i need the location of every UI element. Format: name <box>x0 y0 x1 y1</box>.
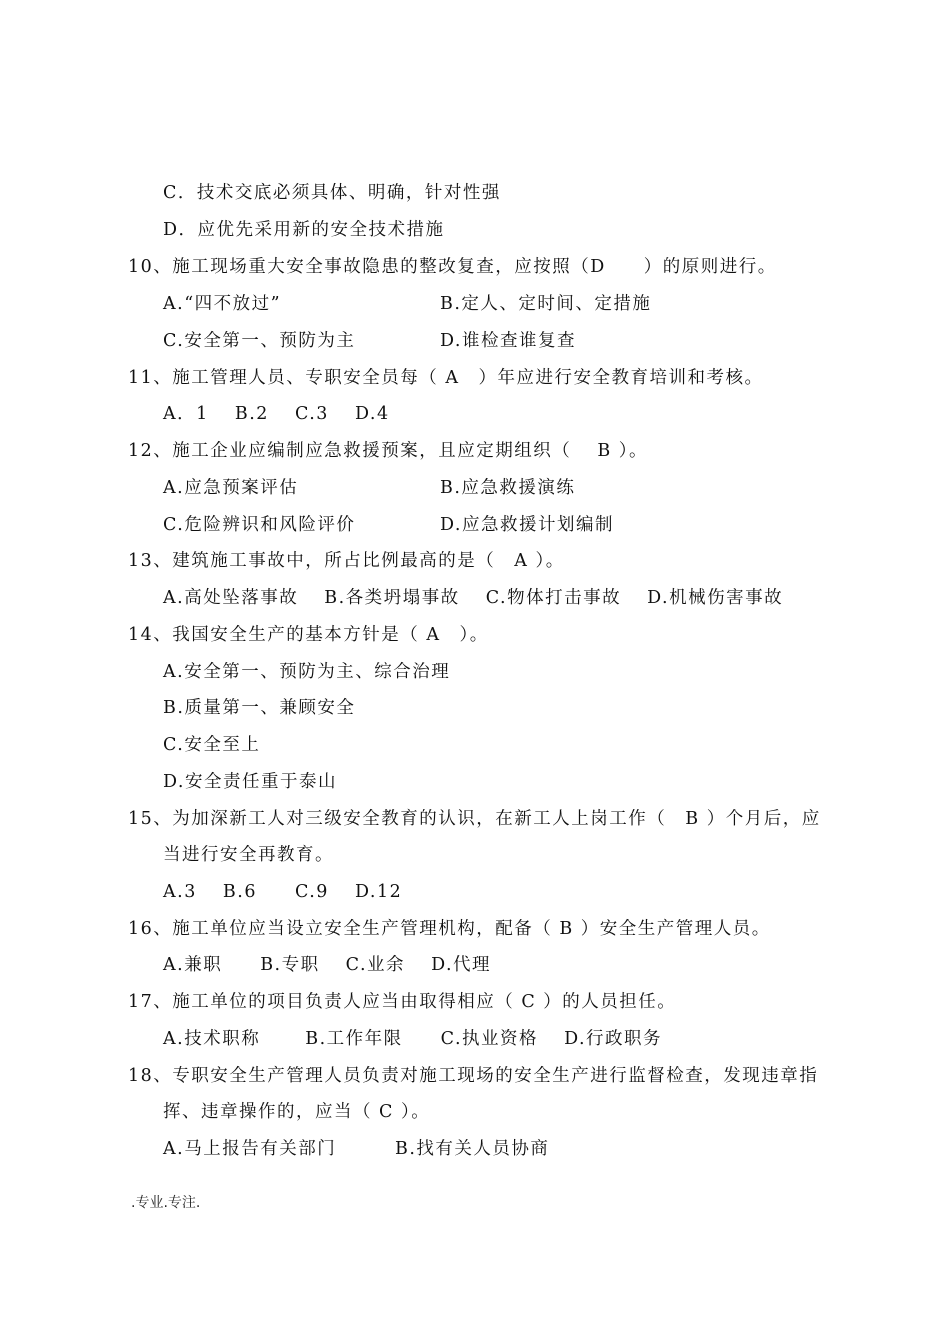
q10-option-a: A.“四不放过” <box>163 294 282 314</box>
q12-option-c: C.危险辨识和风险评价 <box>163 515 356 535</box>
option-d-prev: D．应优先采用新的安全技术措施 <box>163 220 445 240</box>
question-18: 18、专职安全生产管理人员负责对施工现场的安全生产进行监督检查，发现违章指 <box>128 1066 819 1086</box>
question-14: 14、我国安全生产的基本方针是（ A ）。 <box>128 625 489 645</box>
question-10: 10、施工现场重大安全事故隐患的整改复查，应按照（D ）的原则进行。 <box>128 257 777 277</box>
q14-option-a: A.安全第一、预防为主、综合治理 <box>163 662 451 682</box>
q12-option-b: B.应急救援演练 <box>440 478 576 498</box>
q14-option-d: D.安全责任重于泰山 <box>163 772 337 792</box>
question-12: 12、施工企业应编制应急救援预案，且应定期组织（ B ）。 <box>128 441 649 461</box>
q15-options: A.3 B.6 C.9 D.12 <box>163 882 403 902</box>
q16-options: A.兼职 B.专职 C.业余 D.代理 <box>163 955 492 975</box>
q18-option-b: B.找有关人员协商 <box>395 1139 550 1159</box>
q13-options: A.高处坠落事故 B.各类坍塌事故 C.物体打击事故 D.机械伤害事故 <box>163 588 784 608</box>
q10-option-c: C.安全第一、预防为主 <box>163 331 356 351</box>
question-15: 15、为加深新工人对三级安全教育的认识，在新工人上岗工作（ B ）个月后，应 <box>128 809 821 829</box>
q14-option-b: B.质量第一、兼顾安全 <box>163 698 356 718</box>
q12-option-a: A.应急预案评估 <box>163 478 299 498</box>
question-15-cont: 当进行安全再教育。 <box>163 845 334 865</box>
q12-option-d: D.应急救援计划编制 <box>440 515 614 535</box>
question-18-cont: 挥、违章操作的，应当（ C ）。 <box>163 1102 431 1122</box>
q10-option-b: B.定人、定时间、定措施 <box>440 294 652 314</box>
q10-option-d: D.谁检查谁复查 <box>440 331 576 351</box>
option-c-prev: C．技术交底必须具体、明确，针对性强 <box>163 183 501 203</box>
q18-option-a: A.马上报告有关部门 <box>163 1139 337 1159</box>
question-16: 16、施工单位应当设立安全生产管理机构，配备（ B ）安全生产管理人员。 <box>128 919 771 939</box>
question-11: 11、施工管理人员、专职安全员每（ A ）年应进行安全教育培训和考核。 <box>128 368 764 388</box>
q17-options: A.技术职称 B.工作年限 C.执业资格 D.行政职务 <box>163 1029 663 1049</box>
q14-option-c: C.安全至上 <box>163 735 261 755</box>
page-footer: .专业.专注. <box>131 1195 201 1211</box>
question-13: 13、建筑施工事故中，所占比例最高的是（ A ）。 <box>128 551 565 571</box>
q11-options: A．1 B.2 C.3 D.4 <box>163 404 390 424</box>
question-17: 17、施工单位的项目负责人应当由取得相应（ C ）的人员担任。 <box>128 992 677 1012</box>
